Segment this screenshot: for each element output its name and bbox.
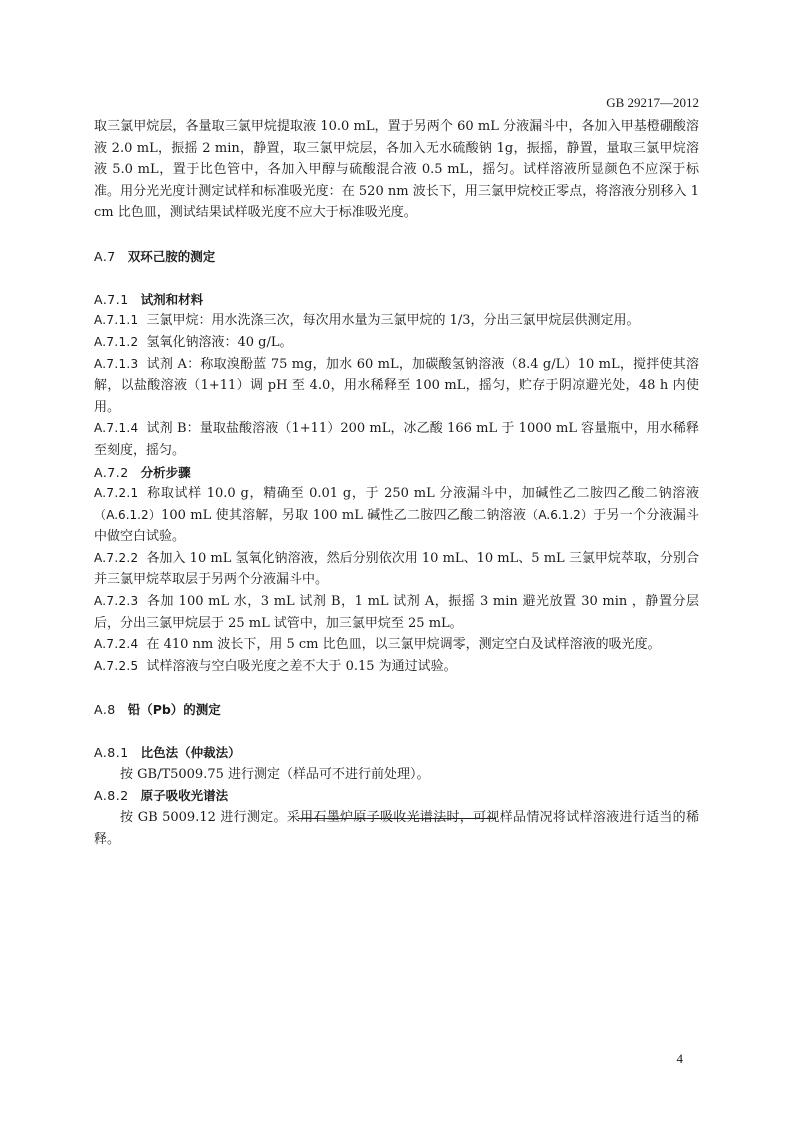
method-text-a81: 按 GB/T5009.75 进行测定（样品可不进行前处理）。 [120,766,430,782]
clause-number: A.7.2.1 [94,486,139,501]
clause-text: 试剂 A：称取溴酚蓝 75 mg，加水 60 mL，加碳酸氢钠溶液（8.4 g/L）10 mL，搅拌使其溶解，以盐酸溶液（1+11）调 pH 至 4.0，用水稀释至 100 mL，摇匀，贮存于阴凉避光处，48 h 内使用。 [94,356,699,415]
section-number: A.7.1 [94,291,129,307]
method-text-a82: 按 GB 5009.12 进行测定。采用石墨炉原子吸收光谱法时，可视样品情况将试样溶液进行适当的稀释。 [94,810,699,847]
section-heading-a81 [94,742,699,764]
document-body [94,116,699,850]
standard-number: GB 29217—2012 [606,95,699,110]
clause-text: 试样溶液与空白吸光度之差不大于 0.15 为通过试验。 [146,658,457,674]
clause-text: 各加 100 mL 水，3 mL 试剂 B，1 mL 试剂 A，振摇 3 min 避光放置 30 min ，静置分层后，分出三氯甲烷层于 25 mL 试管中，加三氯甲烷至 25 mL。 [94,594,699,631]
clause-reference: （A.6.1.2） [94,507,162,522]
clause-text: 于另一个分液漏斗中做空白试验。 [94,507,699,545]
section-number: A.8.2 [94,788,129,804]
section-title: 比色法（仲裁法） [140,745,241,761]
section-title: 分析步骤 [140,464,191,480]
clause-text: 氢氧化钠溶液：40 g/L。 [146,334,293,350]
section-title: 试剂和材料 [140,291,204,307]
section-heading-a7 [94,246,699,268]
clause-a721 [94,483,699,548]
section-number: A.8.1 [94,745,129,761]
clause-text: 100 mL 使其溶解，另取 100 mL 碱性乙二胺四乙酸二钠溶液 [161,507,527,523]
section-title: 原子吸收光谱法 [140,788,229,804]
clause-number: A.7.2.2 [94,550,139,565]
clause-text: 各加入 10 mL 氢氧化钠溶液，然后分别依次用 10 mL、10 mL、5 mL 三氯甲烷萃取，分别合并三氯甲烷萃取层于另两个分液漏斗中。 [94,550,699,588]
clause-a722 [94,548,699,591]
clause-reference: （A.6.1.2） [526,507,594,522]
clause-number: A.7.1.4 [94,421,139,436]
clause-number: A.7.2.3 [94,594,139,609]
section-title: 双环己胺的测定 [127,248,216,264]
clause-number: A.7.1.3 [94,356,139,371]
section-number: A.8 [94,702,116,718]
clause-a724 [94,634,699,656]
section-number: A.7.2 [94,464,129,480]
section-heading-a8 [94,699,699,721]
section-number: A.7 [94,248,116,264]
end-rule [298,818,496,819]
clause-a711 [94,310,699,332]
clause-a714 [94,418,699,461]
clause-number: A.7.1.1 [94,313,139,328]
clause-number: A.7.2.5 [94,658,139,673]
clause-text: 试剂 B：量取盐酸溶液（1+11）200 mL，冰乙酸 166 mL 于 1000 mL 容量瓶中，用水稀释至刻度，摇匀。 [94,421,699,458]
section-heading-a82 [94,785,699,807]
clause-text: 三氯甲烷：用水洗涤三次，每次用水量为三氯甲烷的 1/3，分出三氯甲烷层供测定用。 [146,313,640,329]
clause-a723 [94,591,699,634]
section-heading-a71 [94,289,699,311]
clause-number: A.7.1.2 [94,334,139,349]
section-heading-a72 [94,462,699,484]
section-title: 铅（Pb）的测定 [127,702,221,718]
clause-a712 [94,332,699,354]
clause-number: A.7.2.4 [94,637,139,652]
clause-a713 [94,354,699,419]
clause-a725 [94,656,699,678]
intro-paragraph: 取三氯甲烷层，各量取三氯甲烷提取液 10.0 mL，置于另两个 60 mL 分液漏斗中，各加入甲基橙硼酸溶液 2.0 mL，振摇 2 min，静置，取三氯甲烷层，各加入无水硫酸钠 1g，振摇，静置，量取三氯甲烷溶液 5.0 mL，置于比色管中，各加入甲醇与硫酸混合液 0.5 mL，摇匀。试样溶液所显颜色不应深于标准。用分光光度计测定试样和标准吸光度：在 520 nm 波长下，用三氯甲烷校正零点，将溶液分别移入 1 cm 比色皿，测试结果试样吸光度不应大于标准吸光度。 [94,119,699,221]
page-number: 4 [676,1051,683,1066]
clause-text: 在 410 nm 波长下，用 5 cm 比色皿，以三氯甲烷调零，测定空白及试样溶液的吸光度。 [146,637,661,653]
clause-text: 称取试样 10.0 g，精确至 0.01 g，于 250 mL 分液漏斗中，加碱性乙二胺四乙酸二钠溶液 [146,486,699,502]
